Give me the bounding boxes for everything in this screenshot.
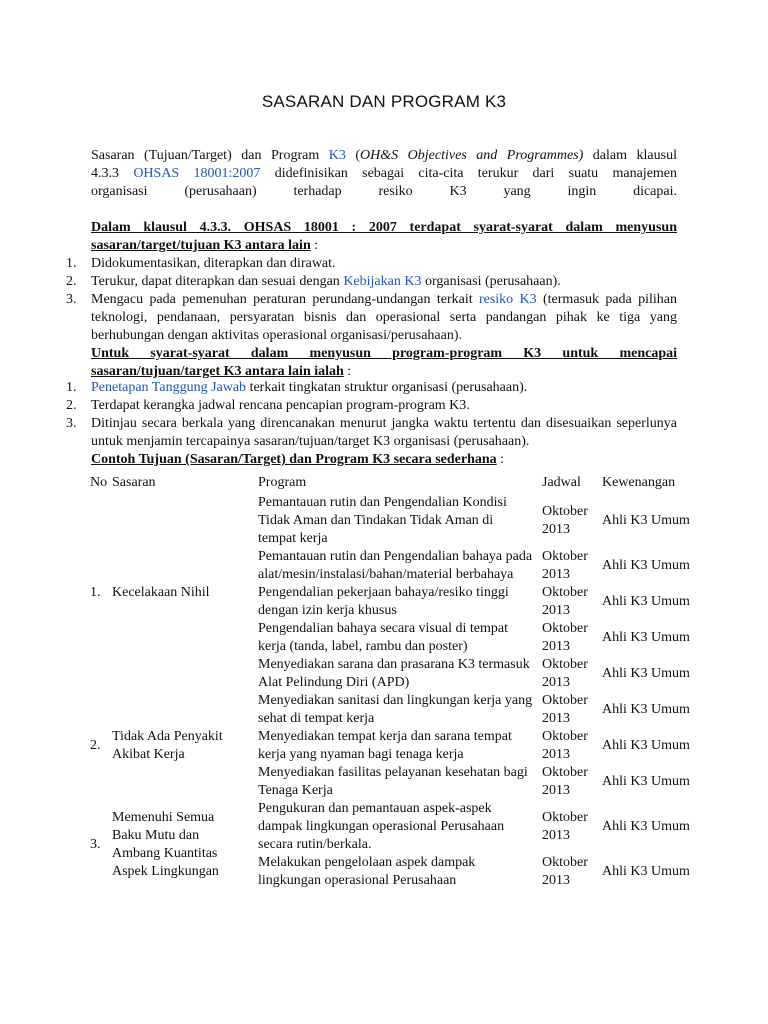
sasaran-cell: Memenuhi Semua Baku Mutu dan Ambang Kuantitas Aspek Lingkungan bbox=[112, 810, 219, 879]
jadwal-cell: Oktober 2013 bbox=[542, 657, 588, 690]
header-kewenangan: Kewenangan bbox=[602, 475, 676, 490]
program-cell: Menyediakan fasilitas pelayanan kesehatan bagi Tenaga Kerja bbox=[258, 765, 528, 798]
jadwal-cell: Oktober 2013 bbox=[542, 621, 588, 654]
jadwal-cell: Oktober 2013 bbox=[542, 549, 588, 582]
requirements-list bbox=[66, 255, 678, 345]
header-no: No bbox=[90, 475, 108, 490]
section-heading-2: Untuk syarat-syarat dalam menyusun program-program K3 untuk mencapai sasaran/tujuan/target K3 antara lain ialah : bbox=[91, 346, 677, 379]
kebijakan-k3-link[interactable]: Kebijakan K3 bbox=[343, 274, 422, 289]
resiko-k3-link[interactable]: resiko K3 bbox=[478, 292, 537, 307]
intro-paragraph bbox=[91, 147, 677, 201]
program-cell: Menyediakan sanitasi dan lingkungan kerja yang sehat di tempat kerja bbox=[258, 693, 533, 726]
program-requirements-list bbox=[66, 379, 677, 451]
section-heading-3: Contoh Tujuan (Sasaran/Target) dan Program K3 secara sederhana : bbox=[91, 452, 505, 467]
list-item: 1. Didokumentasikan, diterapkan dan dirawat. bbox=[66, 256, 336, 271]
program-cell: Pengukuran dan pemantauan aspek-aspek dampak lingkungan operasional Perusahaan secara rutin/berkala. bbox=[258, 801, 505, 852]
kewenangan-cell: Ahli K3 Umum bbox=[602, 864, 690, 879]
list-item: 3. Mengacu pada pemenuhan peraturan perundang-undangan terkait resiko K3 (termasuk pada pilihan teknologi, pendanaan, persyaratan bisnis dan operasional serta pandangan pihak ke tiga yang berhubungan dengan aktivitas operasional organisasi/perusahaan). bbox=[66, 292, 678, 343]
table-row bbox=[86, 494, 702, 548]
program-cell: Menyediakan tempat kerja dan sarana tempat kerja yang nyaman bagi tenaga kerja bbox=[258, 729, 512, 762]
jadwal-cell: Oktober 2013 bbox=[542, 729, 588, 762]
jadwal-cell: Oktober 2013 bbox=[542, 765, 588, 798]
jadwal-cell: Oktober 2013 bbox=[542, 810, 588, 843]
row-number: 1. bbox=[90, 585, 101, 600]
intro-line-2: 4.3.3 OHSAS 18001:2007 didefinisikan sebagai cita-cita terukur dari suatu manajemen bbox=[91, 166, 678, 181]
ohsas-link[interactable]: OHSAS 18001:2007 bbox=[133, 166, 261, 181]
list-item: 2. Terdapat kerangka jadwal rencana pencapian program-program K3. bbox=[66, 398, 470, 413]
header-program: Program bbox=[258, 475, 307, 490]
list-item: 1. Penetapan Tanggung Jawab terkait tingkatan struktur organisasi (perusahaan). bbox=[66, 380, 528, 395]
jadwal-cell: Oktober 2013 bbox=[542, 693, 588, 726]
header-jadwal: Jadwal bbox=[542, 475, 581, 490]
kewenangan-cell: Ahli K3 Umum bbox=[602, 738, 690, 753]
kewenangan-cell: Ahli K3 Umum bbox=[602, 702, 690, 717]
sasaran-program-table bbox=[86, 472, 702, 890]
intro-line-3: organisasi (perusahaan) terhadap resiko K3 yang ingin dicapai. bbox=[91, 184, 677, 199]
kewenangan-cell: Ahli K3 Umum bbox=[602, 594, 690, 609]
table-header-row bbox=[86, 472, 702, 494]
program-cell: Melakukan pengelolaan aspek dampak lingkungan operasional Perusahaan bbox=[258, 855, 476, 888]
list-item: 2. Terukur, dapat diterapkan dan sesuai dengan Kebijakan K3 organisasi (perusahaan). bbox=[66, 274, 561, 289]
sasaran-cell: Tidak Ada Penyakit Akibat Kerja bbox=[112, 729, 223, 762]
kewenangan-cell: Ahli K3 Umum bbox=[602, 774, 690, 789]
kewenangan-cell: Ahli K3 Umum bbox=[602, 666, 690, 681]
row-number: 2. bbox=[90, 738, 101, 753]
kewenangan-cell: Ahli K3 Umum bbox=[602, 558, 690, 573]
kewenangan-cell: Ahli K3 Umum bbox=[602, 630, 690, 645]
jadwal-cell: Oktober 2013 bbox=[542, 855, 588, 888]
jadwal-cell: Oktober 2013 bbox=[542, 585, 588, 618]
intro-line-1: Sasaran (Tujuan/Target) dan Program K3 (OH&S Objectives and Programmes) dalam klausul bbox=[91, 148, 677, 163]
kewenangan-cell: Ahli K3 Umum bbox=[602, 513, 690, 528]
page-title: SASARAN DAN PROGRAM K3 bbox=[261, 92, 507, 111]
program-cell: Menyediakan sarana dan prasarana K3 termasuk Alat Pelindung Diri (APD) bbox=[258, 657, 530, 690]
section-heading-1: Dalam klausul 4.3.3. OHSAS 18001 : 2007 terdapat syarat-syarat dalam menyusun sasaran/target/tujuan K3 antara lain : bbox=[91, 220, 677, 253]
table-row bbox=[86, 692, 702, 728]
program-cell: Pengendalian bahaya secara visual di tempat kerja (tanda, label, rambu dan poster) bbox=[258, 621, 508, 654]
sasaran-cell: Kecelakaan Nihil bbox=[112, 585, 210, 600]
table-row bbox=[86, 800, 702, 854]
k3-link[interactable]: K3 bbox=[328, 148, 346, 163]
row-number: 3. bbox=[90, 837, 101, 852]
program-cell: Pemantauan rutin dan Pengendalian Kondisi Tidak Aman dan Tindakan Tidak Aman di tempat kerja bbox=[258, 495, 507, 546]
program-cell: Pengendalian pekerjaan bahaya/resiko tinggi dengan izin kerja khusus bbox=[258, 585, 509, 618]
program-cell: Pemantauan rutin dan Pengendalian bahaya pada alat/mesin/instalasi/bahan/material berbahaya bbox=[258, 549, 533, 582]
header-sasaran: Sasaran bbox=[112, 475, 156, 490]
kewenangan-cell: Ahli K3 Umum bbox=[602, 819, 690, 834]
list-item: 3. Ditinjau secara berkala yang direncanakan menurut jangka waktu tertentu dan disesuaikan seperlunya untuk menjamin tercapainya sasaran/tujuan/target K3 organisasi (perusahaan). bbox=[66, 416, 677, 449]
tanggung-jawab-link[interactable]: Penetapan Tanggung Jawab bbox=[91, 380, 247, 395]
italic-term: OH&S Objectives and Programmes) bbox=[360, 148, 584, 163]
jadwal-cell: Oktober 2013 bbox=[542, 504, 588, 537]
